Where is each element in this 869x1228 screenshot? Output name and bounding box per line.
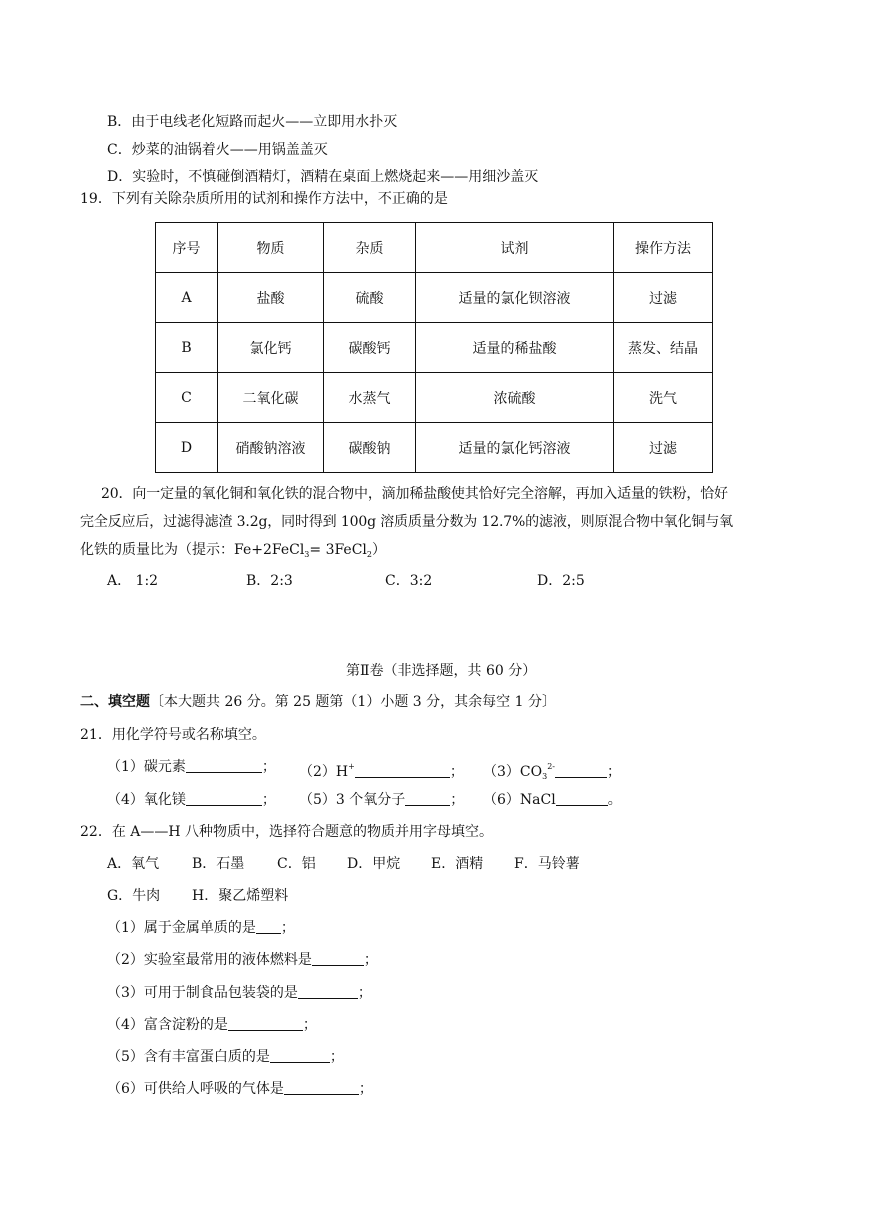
q21-item-label: （5）3 个氧分子 [299, 792, 406, 808]
q20-line3 [80, 540, 386, 565]
q21-item-label: （3）CO [483, 764, 543, 780]
q22-option-a: A．氧气 [107, 856, 160, 872]
q22-option-d: D．甲烷 [347, 856, 401, 872]
section-title: 第Ⅱ卷（非选择题，共 60 分） [346, 663, 537, 679]
q18-option-b: B．由于电线老化短路而起火——立即用水扑灭 [107, 114, 398, 130]
header-cell: 杂质 [324, 223, 416, 273]
q22-option-c: C．铝 [277, 856, 316, 872]
q21-item-label: （1）碳元素 [107, 759, 186, 775]
punctuation: ； [450, 792, 465, 808]
table-row [156, 323, 713, 373]
answer-blank[interactable] [312, 951, 364, 966]
q21-item-1 [107, 757, 276, 777]
table-cell: 适量的稀盐酸 [416, 323, 614, 373]
q21-item-label: （2）H [299, 764, 349, 780]
table-cell: 过滤 [614, 423, 713, 473]
q22-item-5 [107, 1047, 344, 1067]
answer-blank[interactable] [228, 1016, 303, 1031]
header-cell: 操作方法 [614, 223, 713, 273]
q21-item-label: （4）氧化镁 [107, 792, 186, 808]
q21-stem: 21．用化学符号或名称填空。 [80, 727, 266, 743]
q22-item-3 [107, 983, 372, 1003]
answer-blank[interactable] [555, 763, 607, 778]
table-cell: 氯化钙 [218, 323, 324, 373]
punctuation: ； [329, 1049, 344, 1065]
section-heading-bold: 二、填空题 [80, 694, 150, 710]
q21-item-3 [483, 757, 621, 787]
table-row [156, 423, 713, 473]
header-cell: 试剂 [416, 223, 614, 273]
table-cell: 过滤 [614, 273, 713, 323]
q21-item-5 [299, 790, 464, 810]
q18-option-d: D．实验时，不慎碰倒酒精灯，酒精在桌面上燃烧起来——用细沙盖灭 [107, 169, 539, 185]
q21-item-4 [107, 790, 276, 810]
answer-blank[interactable] [284, 1080, 359, 1095]
q22-item-label: （5）含有丰富蛋白质的是 [107, 1049, 270, 1065]
punctuation: ； [302, 1017, 317, 1033]
q22-option-b: B．石墨 [192, 856, 245, 872]
superscript: + [348, 762, 355, 771]
table-cell: D [156, 423, 218, 473]
header-cell: 物质 [218, 223, 324, 273]
q20-option-b: B．2:3 [246, 573, 293, 589]
q21-item-6 [483, 790, 622, 810]
header-cell: 序号 [156, 223, 218, 273]
answer-blank[interactable] [270, 1048, 330, 1063]
q20-option-a: A． 1:2 [107, 573, 159, 589]
q22-item-label: （3）可用于制食品包装袋的是 [107, 985, 298, 1001]
q20-line3-text: ） [372, 542, 386, 558]
q19-stem: 19．下列有关除杂质所用的试剂和操作方法中，不正确的是 [80, 191, 448, 207]
table-cell: B [156, 323, 218, 373]
table-cell: 蒸发、结晶 [614, 323, 713, 373]
q22-option-g: G．牛肉 [107, 888, 161, 904]
q21-item-2 [299, 757, 464, 782]
punctuation: ； [363, 952, 378, 968]
table-cell: A [156, 273, 218, 323]
q19-table [155, 222, 713, 473]
q22-item-label: （1）属于金属单质的是 [107, 920, 256, 936]
punctuation: ； [607, 764, 621, 780]
subscript: 2 [366, 550, 372, 559]
table-cell: 碳酸钠 [324, 423, 416, 473]
q22-item-4 [107, 1015, 317, 1035]
answer-blank[interactable] [298, 984, 358, 999]
q20-line1: 20．向一定量的氧化铜和氧化铁的混合物中，滴加稀盐酸使其恰好完全溶解，再加入适量的铁粉，恰好 [101, 486, 728, 502]
q20-option-d: D．2:5 [537, 573, 585, 589]
punctuation: ； [261, 759, 276, 775]
table-row [156, 273, 713, 323]
subscript: 3 [304, 550, 310, 559]
q20-line2: 完全反应后，过滤得滤渣 3.2g，同时得到 100g 溶质质量分数为 12.7%的滤液，则原混合物中氧化铜与氧 [80, 514, 733, 530]
table-cell: 水蒸气 [324, 373, 416, 423]
table-cell: 二氧化碳 [218, 373, 324, 423]
answer-blank[interactable] [186, 791, 262, 806]
table-cell: 碳酸钙 [324, 323, 416, 373]
q20-option-c: C．3:2 [385, 573, 433, 589]
table-cell: 硫酸 [324, 273, 416, 323]
table-cell: 盐酸 [218, 273, 324, 323]
punctuation: ； [261, 792, 276, 808]
q22-item-label: （6）可供给人呼吸的气体是 [107, 1081, 284, 1097]
q22-item-2 [107, 950, 378, 970]
q22-option-h: H．聚乙烯塑料 [192, 888, 289, 904]
q21-item-label: （6）NaCl [483, 792, 556, 808]
q22-item-label: （2）实验室最常用的液体燃料是 [107, 952, 312, 968]
table-cell: 硝酸钠溶液 [218, 423, 324, 473]
section-heading-rest: 〔本大题共 26 分。第 25 题第（1）小题 3 分，其余每空 1 分〕 [150, 694, 556, 710]
q22-item-label: （4）富含淀粉的是 [107, 1017, 228, 1033]
punctuation: 。 [607, 792, 622, 808]
table-row [156, 373, 713, 423]
q20-line3-text: 化铁的质量比为（提示：Fe+2FeCl [80, 542, 305, 558]
table-cell: 浓硫酸 [416, 373, 614, 423]
answer-blank[interactable] [186, 758, 262, 773]
q22-stem: 22．在 A——H 八种物质中，选择符合题意的物质并用字母填空。 [80, 824, 494, 840]
q22-item-1 [107, 918, 295, 938]
answer-blank[interactable] [405, 791, 450, 806]
table-cell: 洗气 [614, 373, 713, 423]
punctuation: ； [358, 1081, 373, 1097]
q22-item-6 [107, 1079, 373, 1099]
table-cell: 适量的氯化钡溶液 [416, 273, 614, 323]
superscript: 2- [547, 762, 555, 771]
answer-blank[interactable] [256, 919, 281, 934]
punctuation: ； [280, 920, 295, 936]
section-heading [80, 692, 556, 712]
table-cell: C [156, 373, 218, 423]
q22-option-f: F．马铃薯 [514, 856, 580, 872]
punctuation: ； [449, 764, 464, 780]
answer-blank[interactable] [556, 791, 608, 806]
q22-option-e: E．酒精 [431, 856, 484, 872]
q18-option-c: C．炒菜的油锅着火——用锅盖盖灭 [107, 142, 328, 158]
table-cell: 适量的氯化钙溶液 [416, 423, 614, 473]
answer-blank[interactable] [355, 763, 450, 778]
subscript: 3 [542, 772, 548, 781]
q20-line3-text: = 3FeCl [309, 542, 367, 558]
table-header-row [156, 223, 713, 273]
punctuation: ； [357, 985, 372, 1001]
